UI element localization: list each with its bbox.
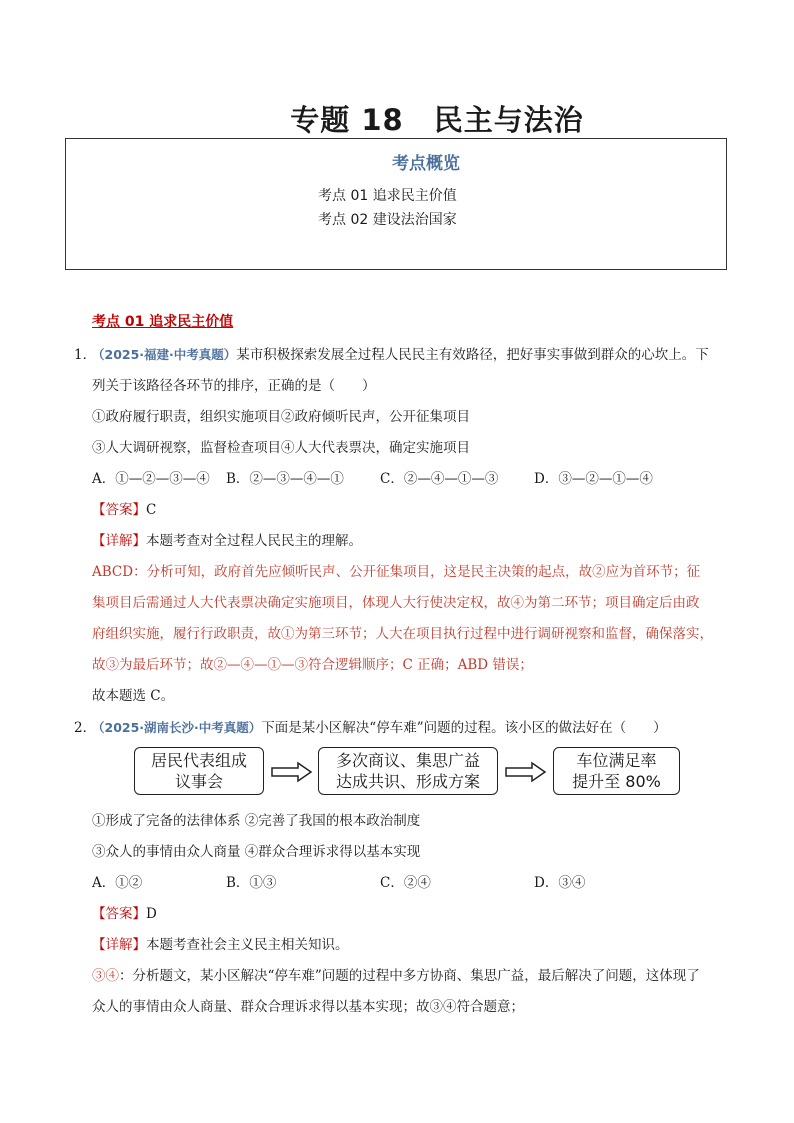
question-stem: [92, 716, 667, 736]
analysis-line: ABCD：分析可知，政府首先应倾听民声、公开征集项目，这是民主决策的起点，故②应为首环节；征: [92, 564, 701, 580]
overview-heading: 考点概览: [392, 154, 460, 174]
analysis-sequence: ②—④—①—③: [213, 657, 308, 673]
flow-step-3: [553, 747, 680, 795]
detail-tag: 【详解】: [92, 937, 146, 953]
right-arrow-icon: [504, 760, 548, 784]
overview-box: [65, 138, 727, 270]
flow-step-text: 居民代表组成: [150, 751, 247, 770]
overview-item: 考点 01 追求民主价值: [318, 188, 457, 204]
stem-text: 某市积极探索发展全过程人民民主有效路径，把好事实事做到群众的心坎上。下: [236, 347, 709, 363]
detail-tag: 【详解】: [92, 533, 146, 549]
analysis-line: 集项目后需通过人大代表票决确定实施项目，体现人大行使决定权，故④为第二环节；项目确定后由政: [92, 595, 700, 611]
overview-item: 考点 02 建设法治国家: [318, 212, 457, 228]
question-items: ①政府履行职责，组织实施项目②政府倾听民声，公开征集项目: [92, 409, 470, 425]
analysis-line: [92, 653, 533, 673]
option-c: C．②—④—①—③: [380, 471, 499, 487]
question-stem-cont: 列关于该路径各环节的排序，正确的是（ ）: [92, 378, 376, 394]
right-arrow-icon: [270, 760, 314, 784]
flow-step-2: [318, 747, 498, 795]
question-items: ③众人的事情由众人商量 ④群众合理诉求得以基本实现: [92, 844, 421, 860]
question-stem: [92, 343, 709, 363]
flow-step-text: 车位满足率: [576, 751, 657, 770]
answer-value: D: [146, 906, 157, 922]
analysis-text: 故③为最后环节；故: [92, 657, 214, 673]
question-items: ③人大调研视察，监督检查项目④人大代表票决，确定实施项目: [92, 440, 470, 456]
analysis-line: 府组织实施，履行行政职责，故①为第三环节；人大在项目执行过程中进行调研视察和监督，确保落实，: [92, 626, 713, 642]
answer-tag: 【答案】: [92, 906, 146, 922]
question-source: （2025·福建·中考真题）: [92, 347, 237, 362]
analysis-line: 众人的事情由众人商量、群众合理诉求得以基本实现；故③④符合题意；: [92, 999, 524, 1015]
answer-line: [92, 902, 157, 922]
option-b: B．①③: [226, 875, 277, 891]
option-d: D．③—②—①—④: [534, 471, 653, 487]
flow-step-text: 提升至 80%: [572, 772, 661, 791]
detail-line: [92, 933, 349, 953]
option-c: C．②④: [380, 875, 431, 891]
option-d: D．③④: [534, 875, 586, 891]
flow-step-text: 达成共识、形成方案: [335, 772, 480, 791]
detail-text: 本题考查社会主义民主相关知识。: [146, 937, 349, 953]
option-a: A．①②: [92, 875, 143, 891]
stem-text: 下面是某小区解决“停车难”问题的过程。该小区的做法好在（ ）: [261, 720, 667, 736]
option-a: A．①—②—③—④: [92, 471, 210, 487]
conclusion-line: 故本题选 C。: [92, 688, 175, 704]
detail-line: [92, 529, 362, 549]
question-number: 2．: [74, 720, 97, 736]
flow-step-text: 多次商议、集思广益: [335, 751, 480, 770]
page-title: 专题 18 民主与法治: [290, 103, 584, 137]
detail-text: 本题考查对全过程人民民主的理解。: [146, 533, 362, 549]
option-b: B．②—③—④—①: [226, 471, 344, 487]
question-number: 1．: [74, 347, 97, 363]
answer-line: [92, 498, 156, 518]
answer-value: C: [146, 502, 157, 518]
analysis-text: 符合逻辑顺序；C 正确；ABD 错误；: [308, 657, 533, 673]
flow-step-1: [134, 747, 264, 795]
analysis-line: [92, 964, 700, 984]
analysis-text: ：分析题文，某小区解决“停车难”问题的过程中多方协商、集思广益，最后解决了问题，这体现了: [119, 968, 700, 984]
section-heading: 考点 01 追求民主价值: [92, 314, 234, 330]
flow-step-text: 议事会: [174, 772, 223, 791]
answer-tag: 【答案】: [92, 502, 146, 518]
question-items: ①形成了完备的法律体系 ②完善了我国的根本政治制度: [92, 813, 421, 829]
question-source: （2025·湖南长沙·中考真题）: [92, 720, 262, 735]
analysis-choice: ③④: [92, 968, 119, 984]
